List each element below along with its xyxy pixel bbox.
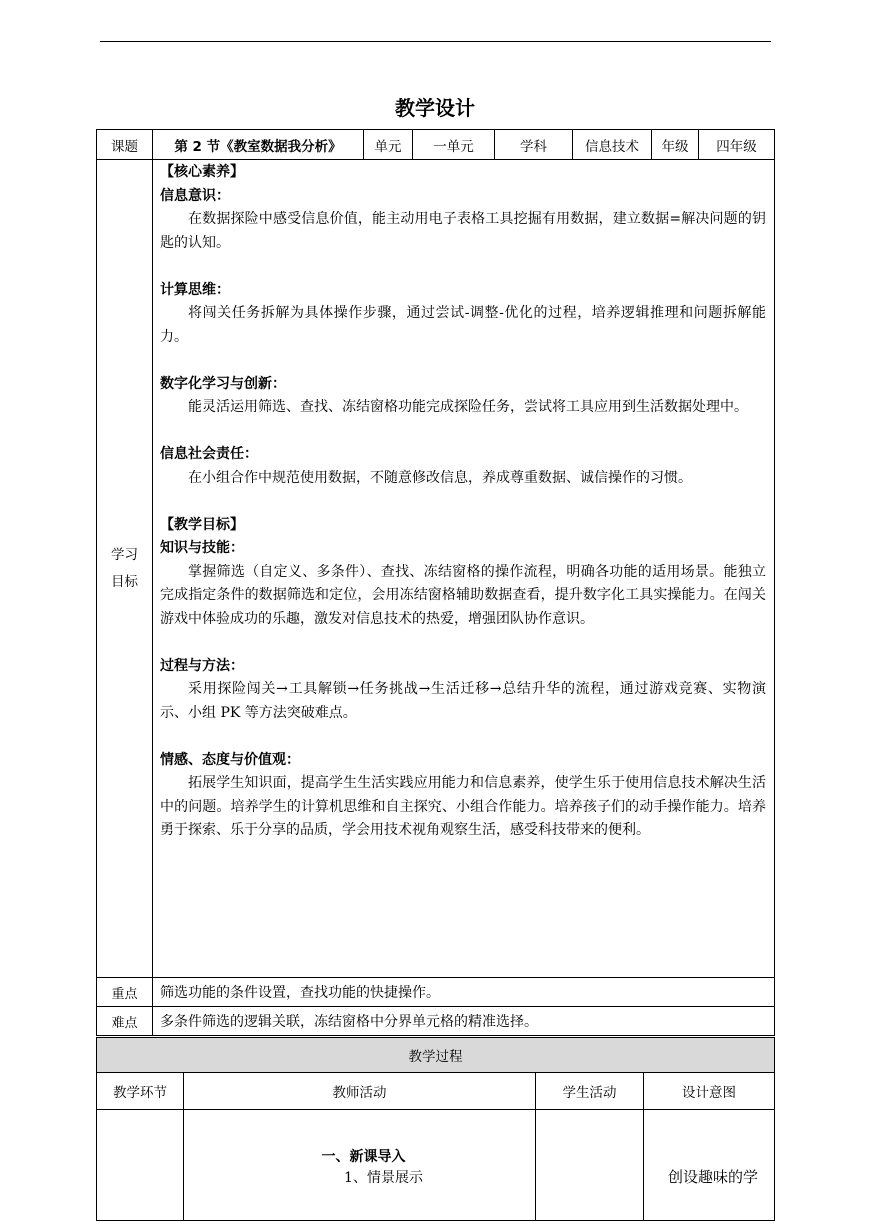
objectives-label-line2: 目标 xyxy=(111,573,138,590)
difficult-point-label: 难点 xyxy=(97,1007,153,1036)
objectives-row xyxy=(97,160,775,978)
digital-title: 数字化学习与创新： xyxy=(160,375,286,392)
knowledge-text: 掌握筛选（自定义、多条件）、查找、冻结窗格的操作流程，明确各功能的适用场景。能独立完成指定条件的数据筛选和定位，会用冻结窗格辅助数据查看，提升数字化工具实操能力。在闯关游戏中体验成功的乐趣，激发对信息技术的热爱，增强团队协作意识。 xyxy=(160,563,766,627)
thinking-text: 将闯关任务拆解为具体操作步骤，通过尝试-调整-优化的过程，培养逻辑推理和问题拆解能力。 xyxy=(160,305,766,345)
lesson-label: 课题 xyxy=(97,130,153,160)
key-point-text: 筛选功能的条件设置，查找功能的快捷操作。 xyxy=(153,978,775,1007)
key-point-label: 重点 xyxy=(97,978,153,1007)
knowledge-title: 知识与技能： xyxy=(160,540,244,556)
header-rule xyxy=(100,41,771,42)
key-point-row xyxy=(97,978,775,1007)
core-literacy-heading: 【核心素养】 xyxy=(160,164,244,180)
row-teacher-activity xyxy=(184,1110,536,1221)
grade-label: 年级 xyxy=(652,130,699,160)
grade-value: 四年级 xyxy=(699,130,775,160)
digital-text: 能灵活运用筛选、查找、冻结窗格功能完成探险任务，尝试将工具应用到生活数据处理中。 xyxy=(188,399,748,415)
row-student-activity xyxy=(536,1110,644,1221)
col-intent: 设计意图 xyxy=(644,1073,775,1110)
social-text: 在小组合作中规范使用数据，不随意修改信息，养成尊重数据、诚信操作的习惯。 xyxy=(188,469,692,486)
process-text: 采用探险闯关→工具解锁→任务挑战→生活迁移→总结升华的流程，通过游戏竞赛、实物演示、小组 PK 等方法突破难点。 xyxy=(160,681,766,721)
emotion-title: 情感、态度与价值观： xyxy=(160,751,300,768)
col-teacher: 教师活动 xyxy=(184,1073,536,1110)
col-stage: 教学环节 xyxy=(97,1073,184,1110)
intro-title: 一、新课导入 xyxy=(321,1149,406,1165)
objectives-label-line1: 学习 xyxy=(111,546,138,563)
document-title: 教学设计 xyxy=(395,96,475,120)
subject-value: 信息技术 xyxy=(573,130,652,160)
lesson-info-row xyxy=(97,130,775,160)
objectives-label xyxy=(97,160,153,978)
subject-label: 学科 xyxy=(495,130,573,160)
row-design-intent: 创设趣味的学 xyxy=(644,1110,775,1221)
emotion-text: 拓展学生知识面，提高学生生活实践应用能力和信息素养，使学生乐于使用信息技术解决生活中的问题。培养学生的计算机思维和自主探究、小组合作能力。培养孩子们的动手操作能力。培养勇于探索、乐于分享的品质，学会用技术视角观察生活，感受科技带来的便利。 xyxy=(160,775,766,838)
teaching-process-table xyxy=(96,1037,775,1221)
process-row xyxy=(97,1110,775,1221)
objectives-content xyxy=(153,160,775,978)
teaching-goals-heading: 【教学目标】 xyxy=(160,516,244,533)
lesson-title: 第 2 节《教室数据我分析》 xyxy=(153,130,364,160)
awareness-text: 在数据探险中感受信息价值，能主动用电子表格工具挖掘有用数据，建立数据=解决问题的钥匙的认知。 xyxy=(160,211,766,251)
awareness-title: 信息意识： xyxy=(160,187,230,204)
lesson-plan-table xyxy=(96,129,775,1036)
unit-value: 一单元 xyxy=(413,130,495,160)
process-band-title: 教学过程 xyxy=(97,1038,775,1073)
intro-sub: 1、情景展示 xyxy=(344,1170,423,1186)
difficult-point-text: 多条件筛选的逻辑关联，冻结窗格中分界单元格的精准选择。 xyxy=(153,1007,775,1036)
process-title: 过程与方法： xyxy=(160,657,244,674)
social-title: 信息社会责任： xyxy=(160,446,258,462)
row-stage xyxy=(97,1110,184,1221)
col-student: 学生活动 xyxy=(536,1073,644,1110)
unit-label: 单元 xyxy=(364,130,413,160)
process-header-row xyxy=(97,1073,775,1110)
difficult-point-row xyxy=(97,1007,775,1036)
process-band-row xyxy=(97,1038,775,1073)
thinking-title: 计算思维： xyxy=(160,281,230,298)
